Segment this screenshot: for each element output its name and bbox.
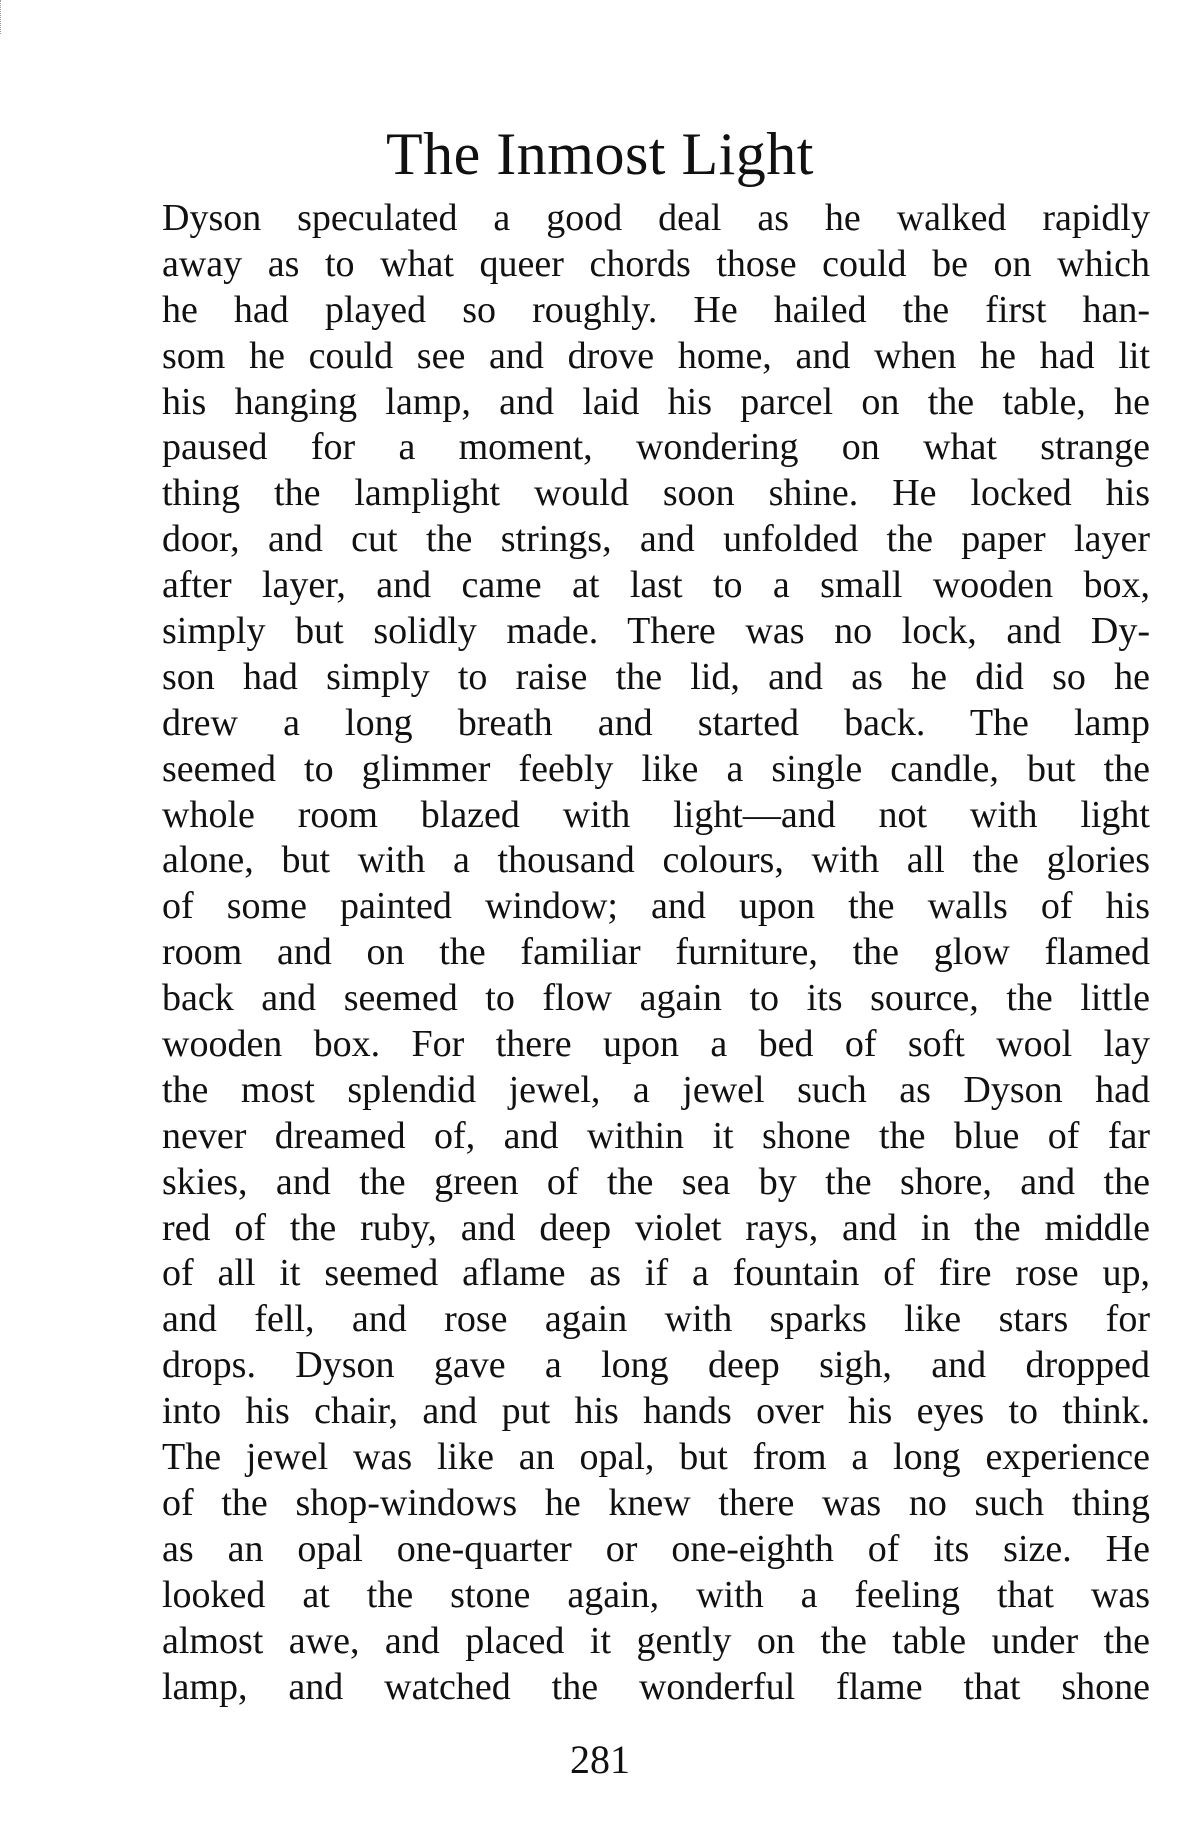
text-line: simply but solidly made. There was no lock, and Dy-: [162, 610, 1150, 653]
text-line: son had simply to raise the lid, and as he did so he: [162, 655, 1150, 698]
text-line: drew a long breath and started back. The lamp: [162, 701, 1150, 744]
running-head-title: The Inmost Light: [386, 121, 814, 187]
text-line: paused for a moment, wondering on what strange: [162, 426, 1150, 469]
text-line: Dyson speculated a good deal as he walked rapidly: [162, 197, 1150, 239]
text-line: alone, but with a thousand colours, with all the glories: [162, 839, 1150, 882]
text-line: of some painted window; and upon the walls of his: [162, 885, 1150, 928]
text-line: into his chair, and put his hands over his eyes to think.: [162, 1390, 1150, 1433]
text-line: his hanging lamp, and laid his parcel on the table, he: [162, 380, 1150, 423]
text-line: The jewel was like an opal, but from a long experience: [162, 1436, 1150, 1479]
text-line: the most splendid jewel, a jewel such as Dyson had: [162, 1068, 1150, 1111]
text-line: looked at the stone again, with a feeling that was: [162, 1573, 1150, 1616]
page-number: 281: [570, 1737, 630, 1782]
text-line: after layer, and came at last to a small wooden box,: [162, 564, 1150, 607]
body-text: [162, 196, 1150, 1710]
text-line: away as to what queer chords those could be on which: [162, 242, 1150, 285]
text-line: almost awe, and placed it gently on the table under the: [162, 1619, 1150, 1662]
text-line: thing the lamplight would soon shine. He locked his: [162, 472, 1150, 515]
text-line: wooden box. For there upon a bed of soft wool lay: [162, 1023, 1150, 1066]
text-line: drops. Dyson gave a long deep sigh, and dropped: [162, 1344, 1150, 1387]
text-line: he had played so roughly. He hailed the first han-: [162, 288, 1150, 331]
text-line: room and on the familiar furniture, the glow flamed: [162, 931, 1150, 974]
text-line: of all it seemed aflame as if a fountain of fire rose up,: [162, 1252, 1150, 1295]
text-line: of the shop-windows he knew there was no such thing: [162, 1481, 1150, 1524]
text-line: skies, and the green of the sea by the shore, and the: [162, 1160, 1150, 1203]
text-line: and fell, and rose again with sparks like stars for: [162, 1298, 1150, 1341]
text-line: never dreamed of, and within it shone the blue of far: [162, 1114, 1150, 1157]
text-line: as an opal one-quarter or one-eighth of its size. He: [162, 1527, 1150, 1570]
text-line: som he could see and drove home, and when he had lit: [162, 334, 1150, 377]
scan-edge-mark: [0, 0, 4, 34]
text-line: lamp, and watched the wonderful flame that shone: [162, 1665, 1150, 1708]
text-line: red of the ruby, and deep violet rays, and in the middle: [162, 1206, 1150, 1249]
text-line: back and seemed to flow again to its source, the little: [162, 977, 1150, 1020]
text-line: whole room blazed with light—and not with light: [162, 793, 1150, 836]
text-line: door, and cut the strings, and unfolded the paper layer: [162, 518, 1150, 561]
text-line: seemed to glimmer feebly like a single candle, but the: [162, 747, 1150, 790]
